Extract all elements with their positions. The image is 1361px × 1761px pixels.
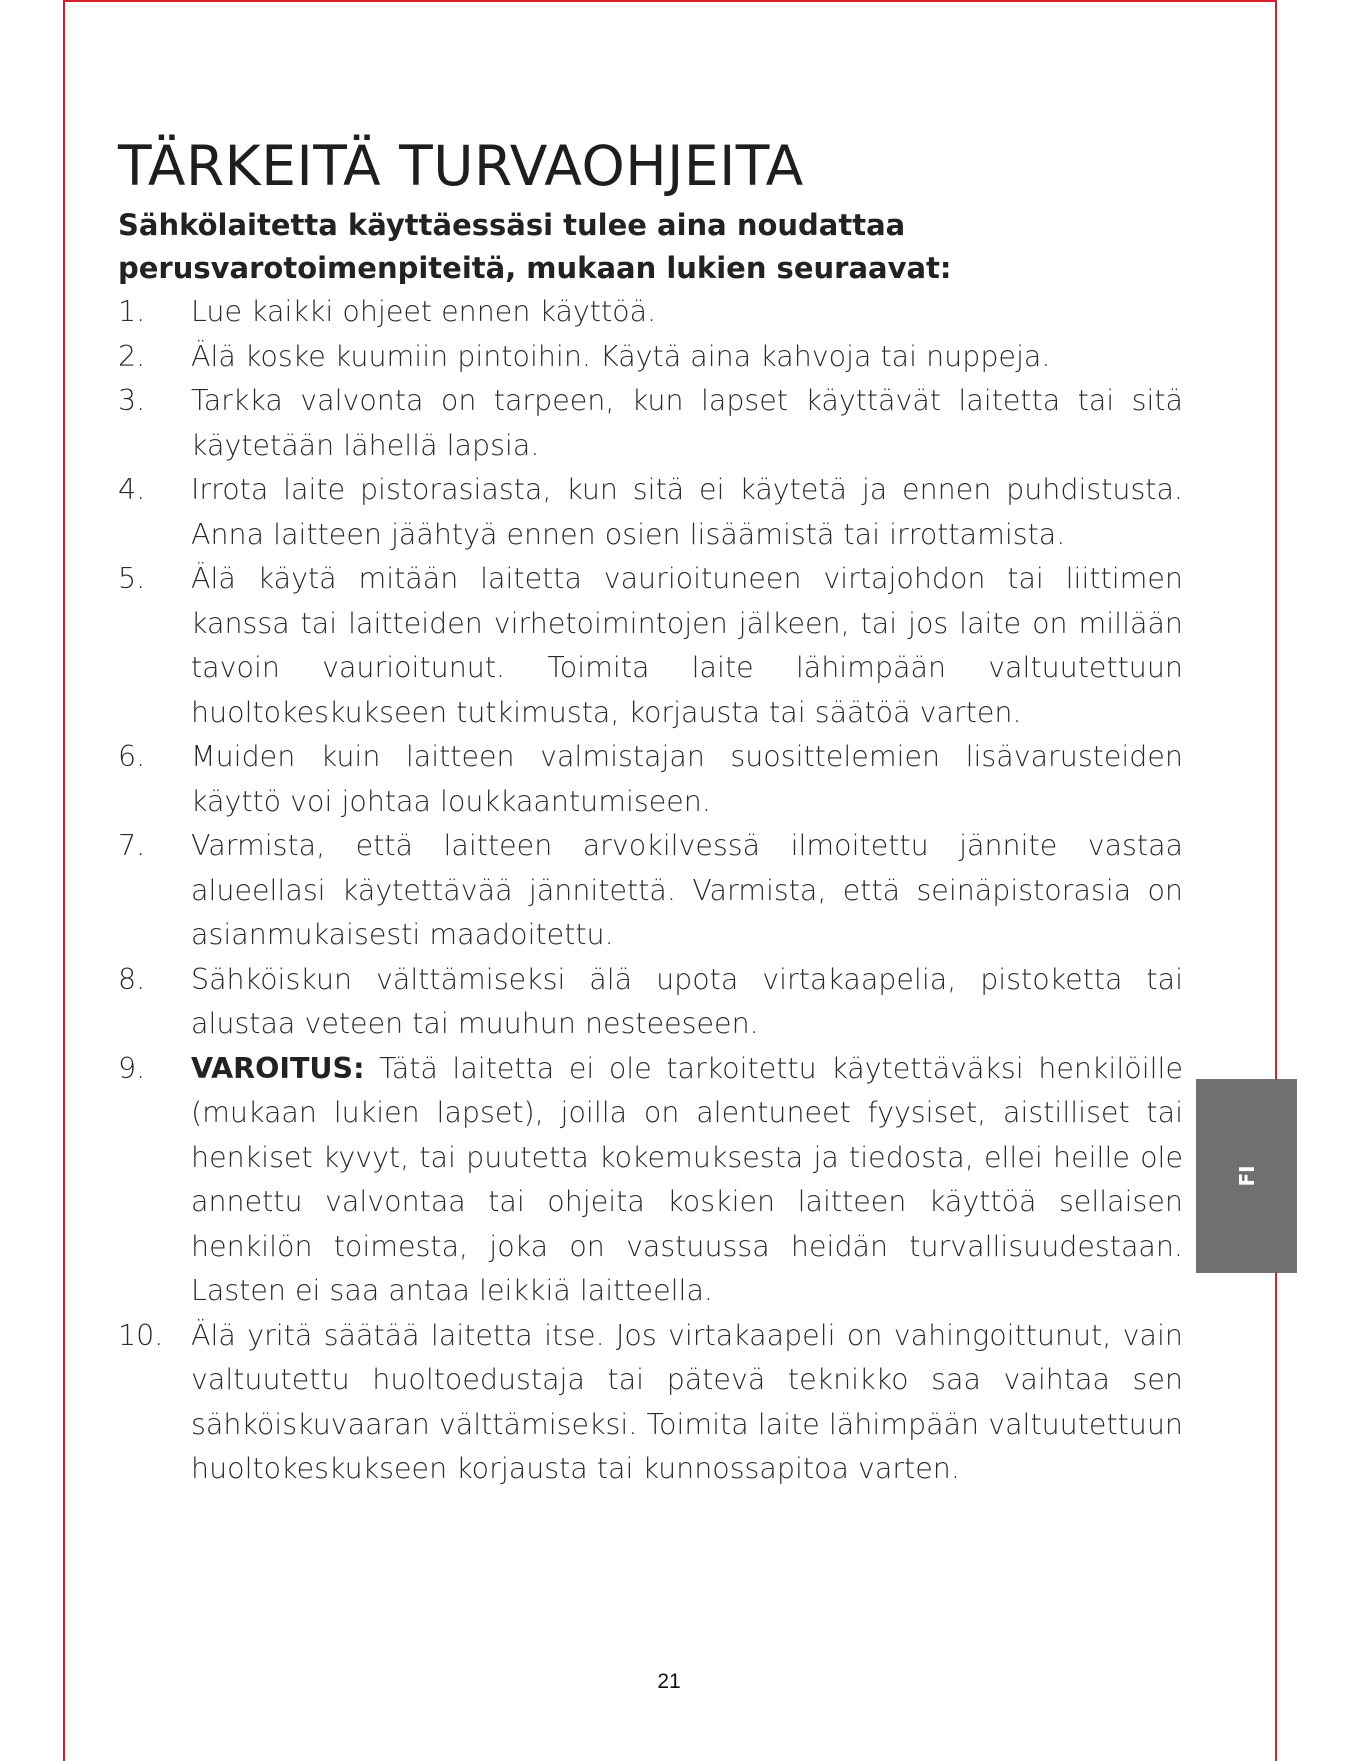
item-text: Tätä laitetta ei ole tarkoitettu käytettäväksi henkilöille (mukaan lukien lapset), joilla on alentuneet fyysiset, aistilliset tai henkiset kyvyt, tai puutetta kokemuksesta ja tiedosta, ellei heille ole annettu valvontaa tai ohjeita koskien laitteen käyttöä sellaisen henkilön toimesta, joka on vastuussa heidän turvallisuudestaan. Lasten ei saa antaa leikkiä laitteella.	[191, 1051, 1183, 1307]
page-title: TÄRKEITÄ TURVAOHJEITA	[118, 134, 804, 198]
item-number: 9.	[118, 1051, 146, 1085]
item-text: Lue kaikki ohjeet ennen käyttöä.	[191, 295, 657, 328]
list-item	[118, 1047, 1183, 1314]
page-number: 21	[657, 1670, 681, 1693]
item-number: 6.	[118, 740, 146, 773]
list-item	[118, 824, 1183, 958]
language-tab-label: FI	[1234, 1165, 1259, 1187]
list-item	[118, 379, 1183, 468]
list-item	[118, 557, 1183, 735]
document-content	[118, 130, 1183, 1492]
item-number: 4.	[118, 473, 146, 506]
list-item	[118, 335, 1183, 380]
item-text: Älä käytä mitään laitetta vaurioituneen virtajohdon tai liittimen kanssa tai laitteiden virhetoimintojen jälkeen, tai jos laite on millään tavoin vaurioitunut. Toimita laite lähimpään valtuutettuun huoltokeskukseen tutkimusta, korjausta tai säätöä varten.	[191, 562, 1183, 729]
intro-text: Sähkölaitetta käyttäessäsi tulee aina noudattaa perusvarotoimenpiteitä, mukaan lukien seuraavat:	[118, 208, 952, 285]
item-text: Varmista, että laitteen arvokilvessä ilmoitettu jännite vastaa alueellasi käytettävää jännitettä. Varmista, että seinäpistorasia on asianmukaisesti maadoitettu.	[191, 829, 1183, 951]
item-text: Älä koske kuumiin pintoihin. Käytä aina kahvoja tai nuppeja.	[191, 339, 1051, 373]
list-item	[118, 1314, 1183, 1492]
list-item	[118, 468, 1183, 557]
list-item	[118, 290, 1183, 335]
item-number: 5.	[118, 562, 146, 595]
item-text: Sähköiskun välttämiseksi älä upota virtakaapelia, pistoketta tai alustaa veteen tai muuhun nesteeseen.	[191, 962, 1183, 1040]
list-item	[118, 735, 1183, 824]
item-text: Tarkka valvonta on tarpeen, kun lapset käyttävät laitetta tai sitä käytetään lähellä lapsia.	[191, 384, 1183, 462]
safety-instructions-list	[118, 290, 1183, 1492]
item-text: Irrota laite pistorasiasta, kun sitä ei käytetä ja ennen puhdistusta. Anna laitteen jäähtyä ennen osien lisäämistä tai irrottamista.	[191, 473, 1183, 551]
item-number: 1.	[118, 295, 146, 328]
list-item	[118, 958, 1183, 1047]
item-number: 2.	[118, 339, 146, 373]
item-number: 7.	[118, 829, 146, 862]
item-text: Älä yritä säätää laitetta itse. Jos virtakaapeli on vahingoittunut, vain valtuutettu huoltoedustaja tai pätevä teknikko saa vaihtaa sen sähköiskuvaaran välttämiseksi. Toimita laite lähimpään valtuutettuun huoltokeskukseen korjausta tai kunnossapitoa varten.	[191, 1318, 1183, 1485]
item-number: 8.	[118, 962, 146, 996]
item-number: 10.	[118, 1318, 164, 1352]
language-tab	[1196, 1079, 1297, 1273]
item-text: Muiden kuin laitteen valmistajan suosittelemien lisävarusteiden käyttö voi johtaa loukkaantumiseen.	[191, 740, 1183, 818]
item-number: 3.	[118, 384, 146, 417]
warning-label: VAROITUS:	[191, 1051, 365, 1085]
